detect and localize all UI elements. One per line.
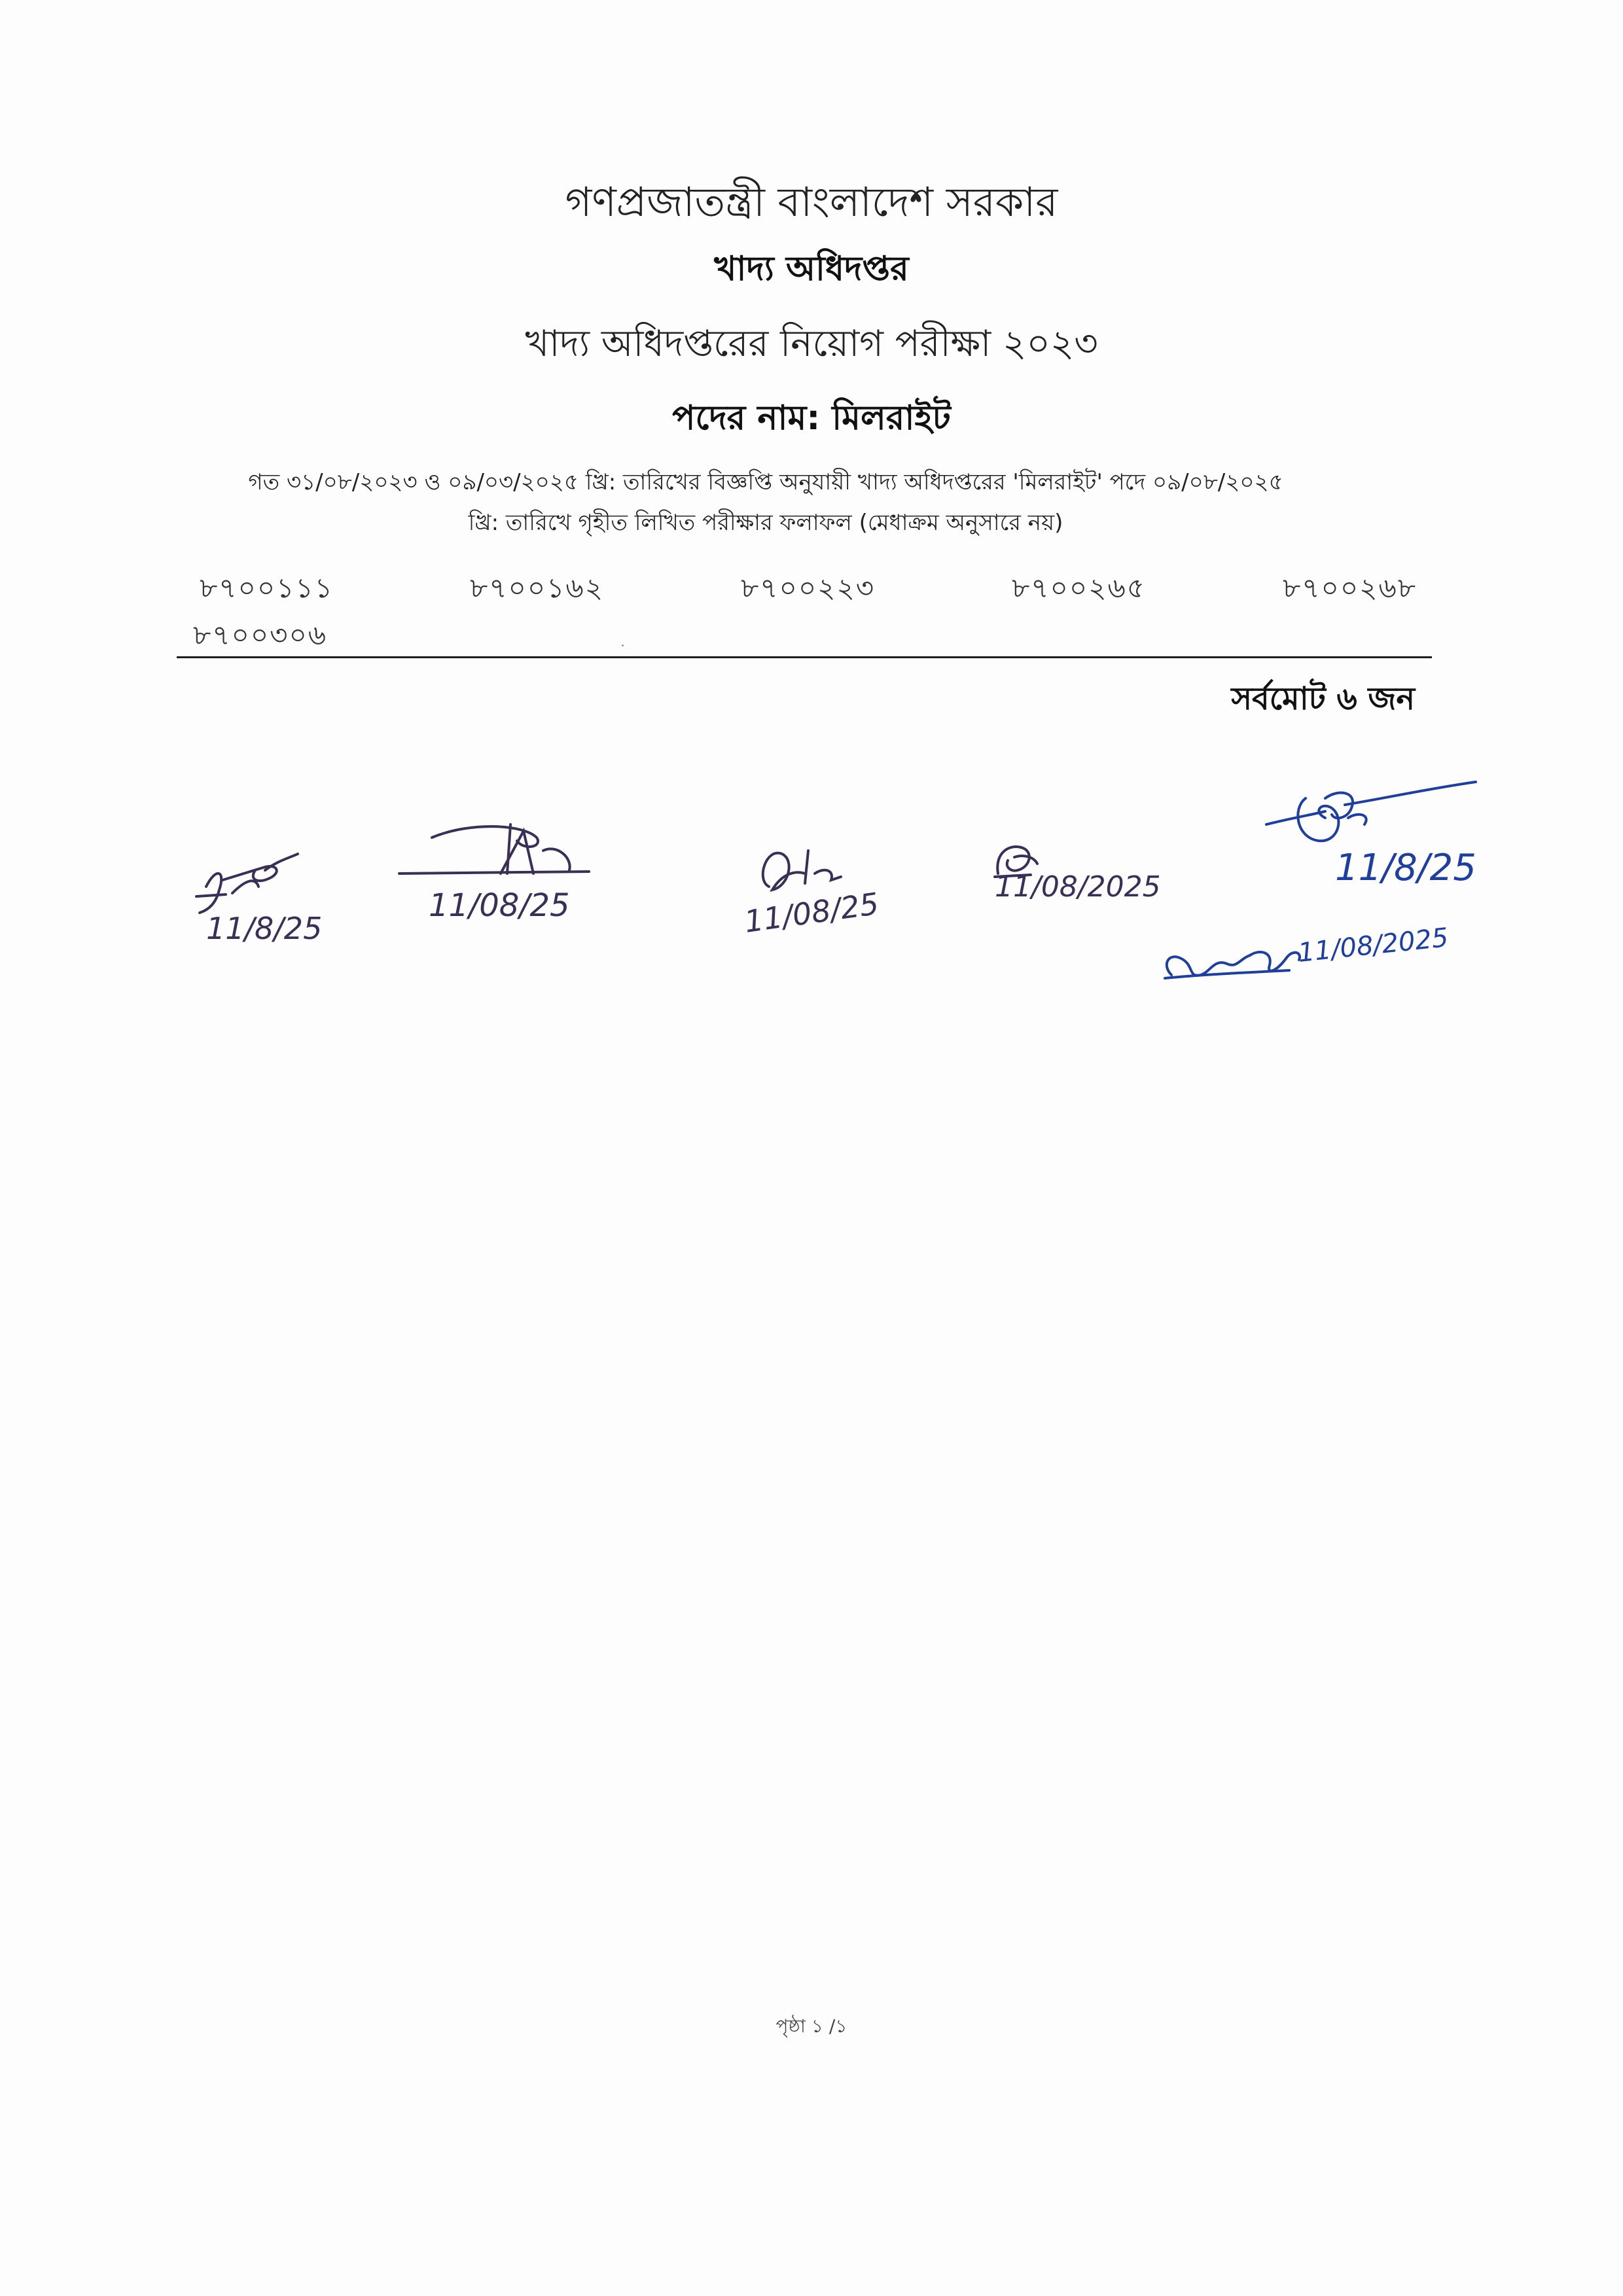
- signature-1: [187, 841, 357, 952]
- roll-number: ৮৭০০১৬২: [470, 572, 605, 604]
- signature-6: [1158, 913, 1466, 1004]
- handwritten-signature-icon: [1266, 772, 1515, 910]
- department-name: খাদ্য অধিদপ্তর: [714, 249, 909, 289]
- post-name: পদের নাম: মিলরাইট: [672, 398, 951, 438]
- roll-number: ৮৭০০২৬৫: [1012, 572, 1147, 604]
- roll-number: ৮৭০০২৬৮: [1283, 572, 1418, 604]
- signature-date: 11/8/25: [206, 911, 323, 946]
- handwritten-signature-icon: [393, 811, 628, 929]
- notice-line-1: গত ৩১/০৮/২০২৩ ও ০৯/০৩/২০২৫ খ্রি: তারিখের বিজ্ঞপ্তি অনুযায়ী খাদ্য অধিদপ্তরের 'মিলরাইট' পদে ০৯/০৮/২০২৫: [248, 469, 1283, 495]
- signature-5: [1266, 772, 1515, 910]
- roll-number: ৮৭০০২২৩: [741, 572, 876, 604]
- signature-date: 11/08/2025: [995, 870, 1161, 904]
- scan-speck: [622, 645, 624, 646]
- roll-number: ৮৭০০১১১: [200, 572, 334, 604]
- roll-number: ৮৭০০৩০৬: [193, 619, 328, 651]
- signature-date: 11/8/25: [1335, 847, 1476, 889]
- handwritten-signature-icon: [187, 841, 357, 952]
- signature-3: [743, 834, 939, 952]
- handwritten-signature-icon: [743, 834, 939, 952]
- notice-line-2: খ্রি: তারিখে গৃহীত লিখিত পরীক্ষার ফলাফল (মেধাক্রম অনুসারে নয়): [468, 510, 1063, 536]
- page-number: পৃষ্ঠা ১ /১: [776, 2015, 847, 2037]
- divider-line: [177, 656, 1432, 658]
- handwritten-signature-icon: [1158, 913, 1466, 1004]
- signature-date: 11/08/2025: [1296, 923, 1450, 968]
- signature-date: 11/08/25: [742, 885, 882, 940]
- total-count: সর্বমোট ৬ জন: [1231, 680, 1415, 717]
- signature-4: [985, 828, 1234, 926]
- signature-date: 11/08/25: [429, 887, 570, 924]
- signature-2: [393, 811, 628, 929]
- government-name: গণপ্রজাতন্ত্রী বাংলাদেশ সরকার: [565, 178, 1058, 226]
- exam-title: খাদ্য অধিদপ্তরের নিয়োগ পরীক্ষা ২০২৩: [525, 323, 1098, 365]
- handwritten-signature-icon: [985, 828, 1234, 926]
